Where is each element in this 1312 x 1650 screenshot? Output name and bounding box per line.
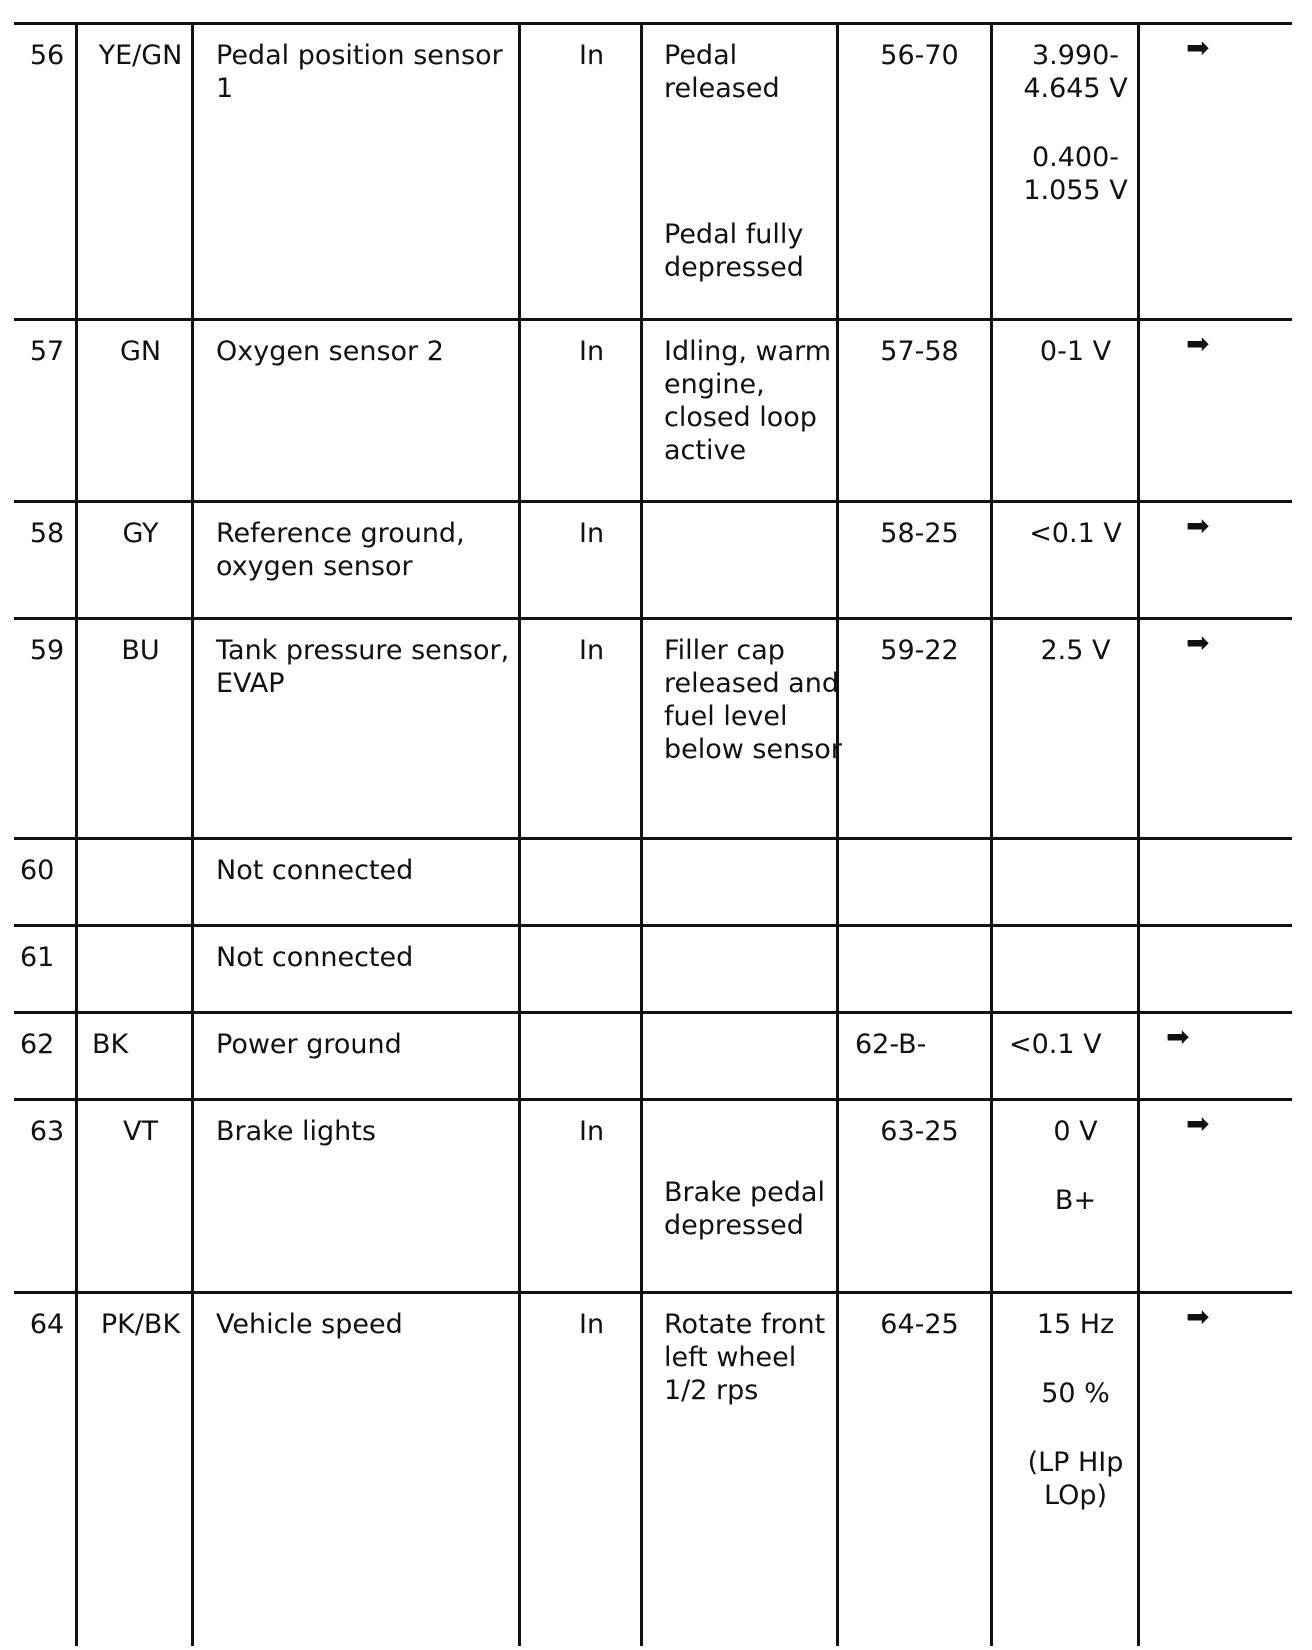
pin-number: 58 [29,518,65,549]
direction: In [579,635,605,666]
wire-color: VT [123,1116,158,1147]
condition-1: Pedal released [664,40,780,104]
nominal-value: 2.5 V [1040,635,1111,666]
wire-color: GY [122,518,159,549]
description-text: Reference ground, oxygen sensor [216,518,465,582]
direction: In [579,1116,605,1147]
nominal-value [998,1101,1153,1291]
pin-number: 64 [29,1309,65,1340]
reference-cell [1156,321,1292,500]
wire-color: BU [121,635,160,666]
wire-color: YE/GN [98,40,183,71]
description: Pedal position sensor 1 [216,40,503,104]
test-condition [651,321,841,500]
condition-1: Filler cap released and fuel level below sensor [664,635,842,765]
test-pins: 56-70 [880,40,959,71]
description: Oxygen sensor 2 [216,336,444,367]
value-1: 3.990- 4.645 V [1023,40,1128,104]
nominal-value [998,25,1153,318]
reference-cell [1156,1101,1292,1291]
arrow-right-icon[interactable]: ➡ [1186,626,1210,659]
description: Vehicle speed [216,1309,403,1340]
reference-cell [1156,1014,1292,1098]
description: Not connected [216,855,414,886]
condition-2: Brake pedal depressed [664,1177,825,1241]
value-2: 50 % [1041,1378,1110,1409]
condition-2: Pedal fully depressed [664,219,804,283]
pin-number: 56 [29,40,65,71]
pin-number: 57 [29,336,65,367]
description: Brake lights [216,1116,376,1147]
test-condition [651,1101,841,1291]
test-condition [651,1294,841,1646]
table-row [14,620,1292,837]
table-row [14,927,1292,1011]
reference-cell [1156,25,1292,318]
reference-cell [1156,503,1292,617]
wire-color: GN [119,336,162,367]
direction: In [579,336,605,367]
description [204,620,528,837]
table-row [14,25,1292,318]
reference-cell [1156,1294,1292,1646]
arrow-right-icon[interactable]: ➡ [1186,31,1210,64]
arrow-right-icon[interactable]: ➡ [1186,1107,1210,1140]
nominal-value: <0.1 V [1029,518,1122,549]
test-pins: 58-25 [880,518,959,549]
condition-1: Rotate front left wheel 1/2 rps [664,1309,826,1406]
value-3: (LP HIp LOp) [1027,1447,1124,1511]
arrow-right-icon[interactable]: ➡ [1186,1300,1210,1333]
table-row [14,1014,1292,1098]
value-2: 0.400- 1.055 V [1023,142,1128,206]
table-row [14,321,1292,500]
arrow-right-icon[interactable]: ➡ [1186,327,1210,360]
nominal-value: <0.1 V [1009,1029,1102,1060]
description: Not connected [216,942,414,973]
wire-color: BK [92,1029,129,1060]
reference-cell [1156,620,1292,837]
pinout-table [14,25,1292,1646]
test-condition [651,503,841,617]
nominal-value: 0-1 V [1039,336,1112,367]
test-pins: 62-B- [855,1029,927,1060]
arrow-right-icon[interactable]: ➡ [1186,509,1210,542]
pin-number: 61 [20,942,55,973]
pin-number: 62 [20,1029,55,1060]
pin-number: 60 [20,855,55,886]
test-condition [651,620,841,837]
value-1: 0 V [1053,1116,1098,1147]
description: Power ground [216,1029,402,1060]
arrow-right-icon[interactable]: ➡ [1166,1020,1190,1053]
test-pins: 57-58 [880,336,959,367]
direction: In [579,40,605,71]
pin-number: 59 [29,635,65,666]
value-1: 15 Hz [1036,1309,1115,1340]
table-row [14,503,1292,617]
description [204,503,528,617]
value-2: B+ [1054,1185,1097,1216]
direction: In [579,1309,605,1340]
pin-number: 63 [29,1116,65,1147]
test-pins: 59-22 [880,635,959,666]
table-row [14,1101,1292,1291]
direction: In [579,518,605,549]
table-row [14,840,1292,924]
condition-1: Idling, warm engine, closed loop active [664,336,832,466]
wire-color: PK/BK [100,1309,181,1340]
test-condition [651,25,841,318]
table-row [14,1294,1292,1646]
test-pins: 63-25 [880,1116,959,1147]
nominal-value [998,1294,1153,1646]
test-pins: 64-25 [880,1309,959,1340]
description-text: Tank pressure sensor, EVAP [216,635,510,699]
